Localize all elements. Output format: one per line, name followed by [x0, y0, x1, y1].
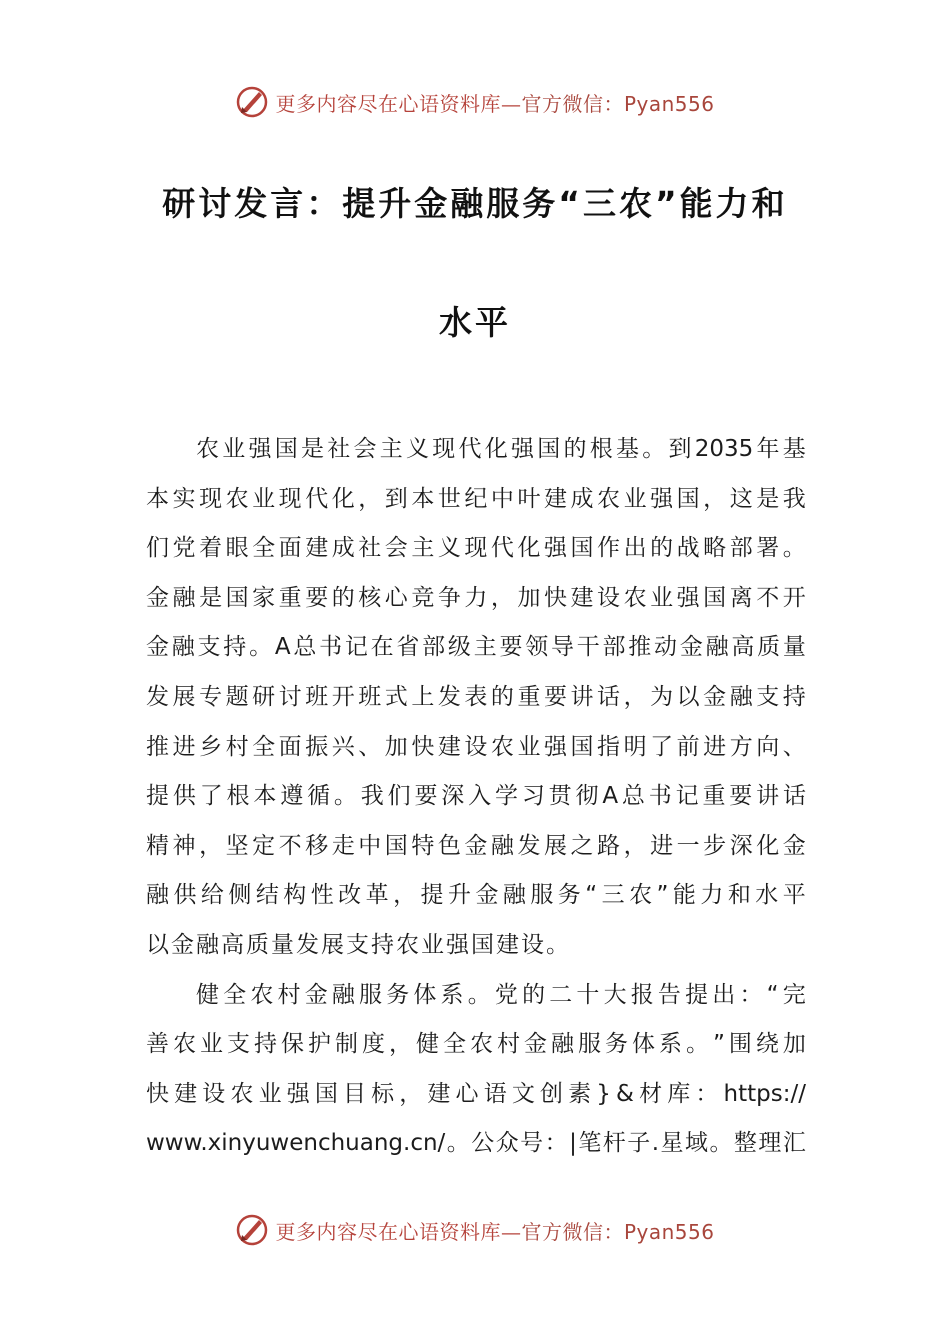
body-line: 提 供 了 根 本 遵 循 。 我 们 要 深 入 学 习 贯 彻 A 总 书 记 重 要 讲 话	[146, 783, 806, 810]
footer-banner	[0, 1210, 950, 1250]
body-line: 快 建 设 农 业 强 国 目 标 ， 建 心 语 文 创 素 } & 材 库 ： https://	[146, 1080, 806, 1107]
document-title-line-1: 研讨发言：提升金融服务“三农”能力和	[162, 184, 788, 223]
body-line: 精 神 ， 坚 定 不 移 走 中 国 特 色 金 融 发 展 之 路 ， 进 一 步 深 化 金	[146, 832, 806, 859]
document-title-line-2: 水平	[439, 303, 511, 342]
banner-wechat: 官方微信：Pyan556	[521, 1219, 715, 1244]
body-line: 善 农 业 支 持 保 护 制 度 ， 健 全 农 村 金 融 服 务 体 系 。 ” 围 绕 加	[146, 1031, 806, 1058]
body-line: 推 进 乡 村 全 面 振 兴 、 加 快 建 设 农 业 强 国 指 明 了 前 进 方 向 、	[146, 733, 806, 760]
body-line: 农 业 强 国 是 社 会 主 义 现 代 化 强 国 的 根 基 。 到 2035 年 基	[196, 436, 806, 462]
banner-dash: —	[500, 1219, 522, 1244]
banner-dash: —	[500, 91, 522, 116]
body-line: 金 融 支 持 。 A 总 书 记 在 省 部 级 主 要 领 导 干 部 推 动 金 融 高 质 量	[146, 634, 806, 661]
body-line: 本 实 现 农 业 现 代 化 ， 到 本 世 纪 中 叶 建 成 农 业 强 国 ， 这 是 我	[146, 485, 806, 512]
body-line: 发 展 专 题 研 讨 班 开 班 式 上 发 表 的 重 要 讲 话 ， 为 以 金 融 支 持	[146, 683, 806, 710]
body-line: 融 供 给 侧 结 构 性 改 革 ， 提 升 金 融 服 务 “ 三 农 ” 能 力 和 水 平	[146, 882, 806, 909]
banner-text: 更多内容尽在心语资料库	[275, 91, 501, 116]
body-line: 以 金 融 高 质 量 发 展 支 持 农 业 强 国 建 设 。	[146, 931, 571, 958]
body-line: www.xinyuwenchuang.cn/ 。 公 众 号 ： | 笔 杆 子 . 星 域 。 整 理 汇	[146, 1130, 806, 1157]
header-banner	[0, 82, 950, 122]
banner-wechat: 官方微信：Pyan556	[521, 91, 715, 116]
quill-logo-icon	[235, 1213, 269, 1247]
body-line: 金 融 是 国 家 重 要 的 核 心 竞 争 力 ， 加 快 建 设 农 业 强 国 离 不 开	[146, 584, 806, 611]
banner-text: 更多内容尽在心语资料库	[275, 1219, 501, 1244]
body-line: 们 党 着 眼 全 面 建 成 社 会 主 义 现 代 化 强 国 作 出 的 战 略 部 署 。	[146, 535, 806, 562]
body-line: 健 全 农 村 金 融 服 务 体 系 。 党 的 二 十 大 报 告 提 出 ： “ 完	[196, 981, 806, 1008]
document-body	[146, 427, 806, 1171]
quill-logo-icon	[235, 85, 269, 119]
